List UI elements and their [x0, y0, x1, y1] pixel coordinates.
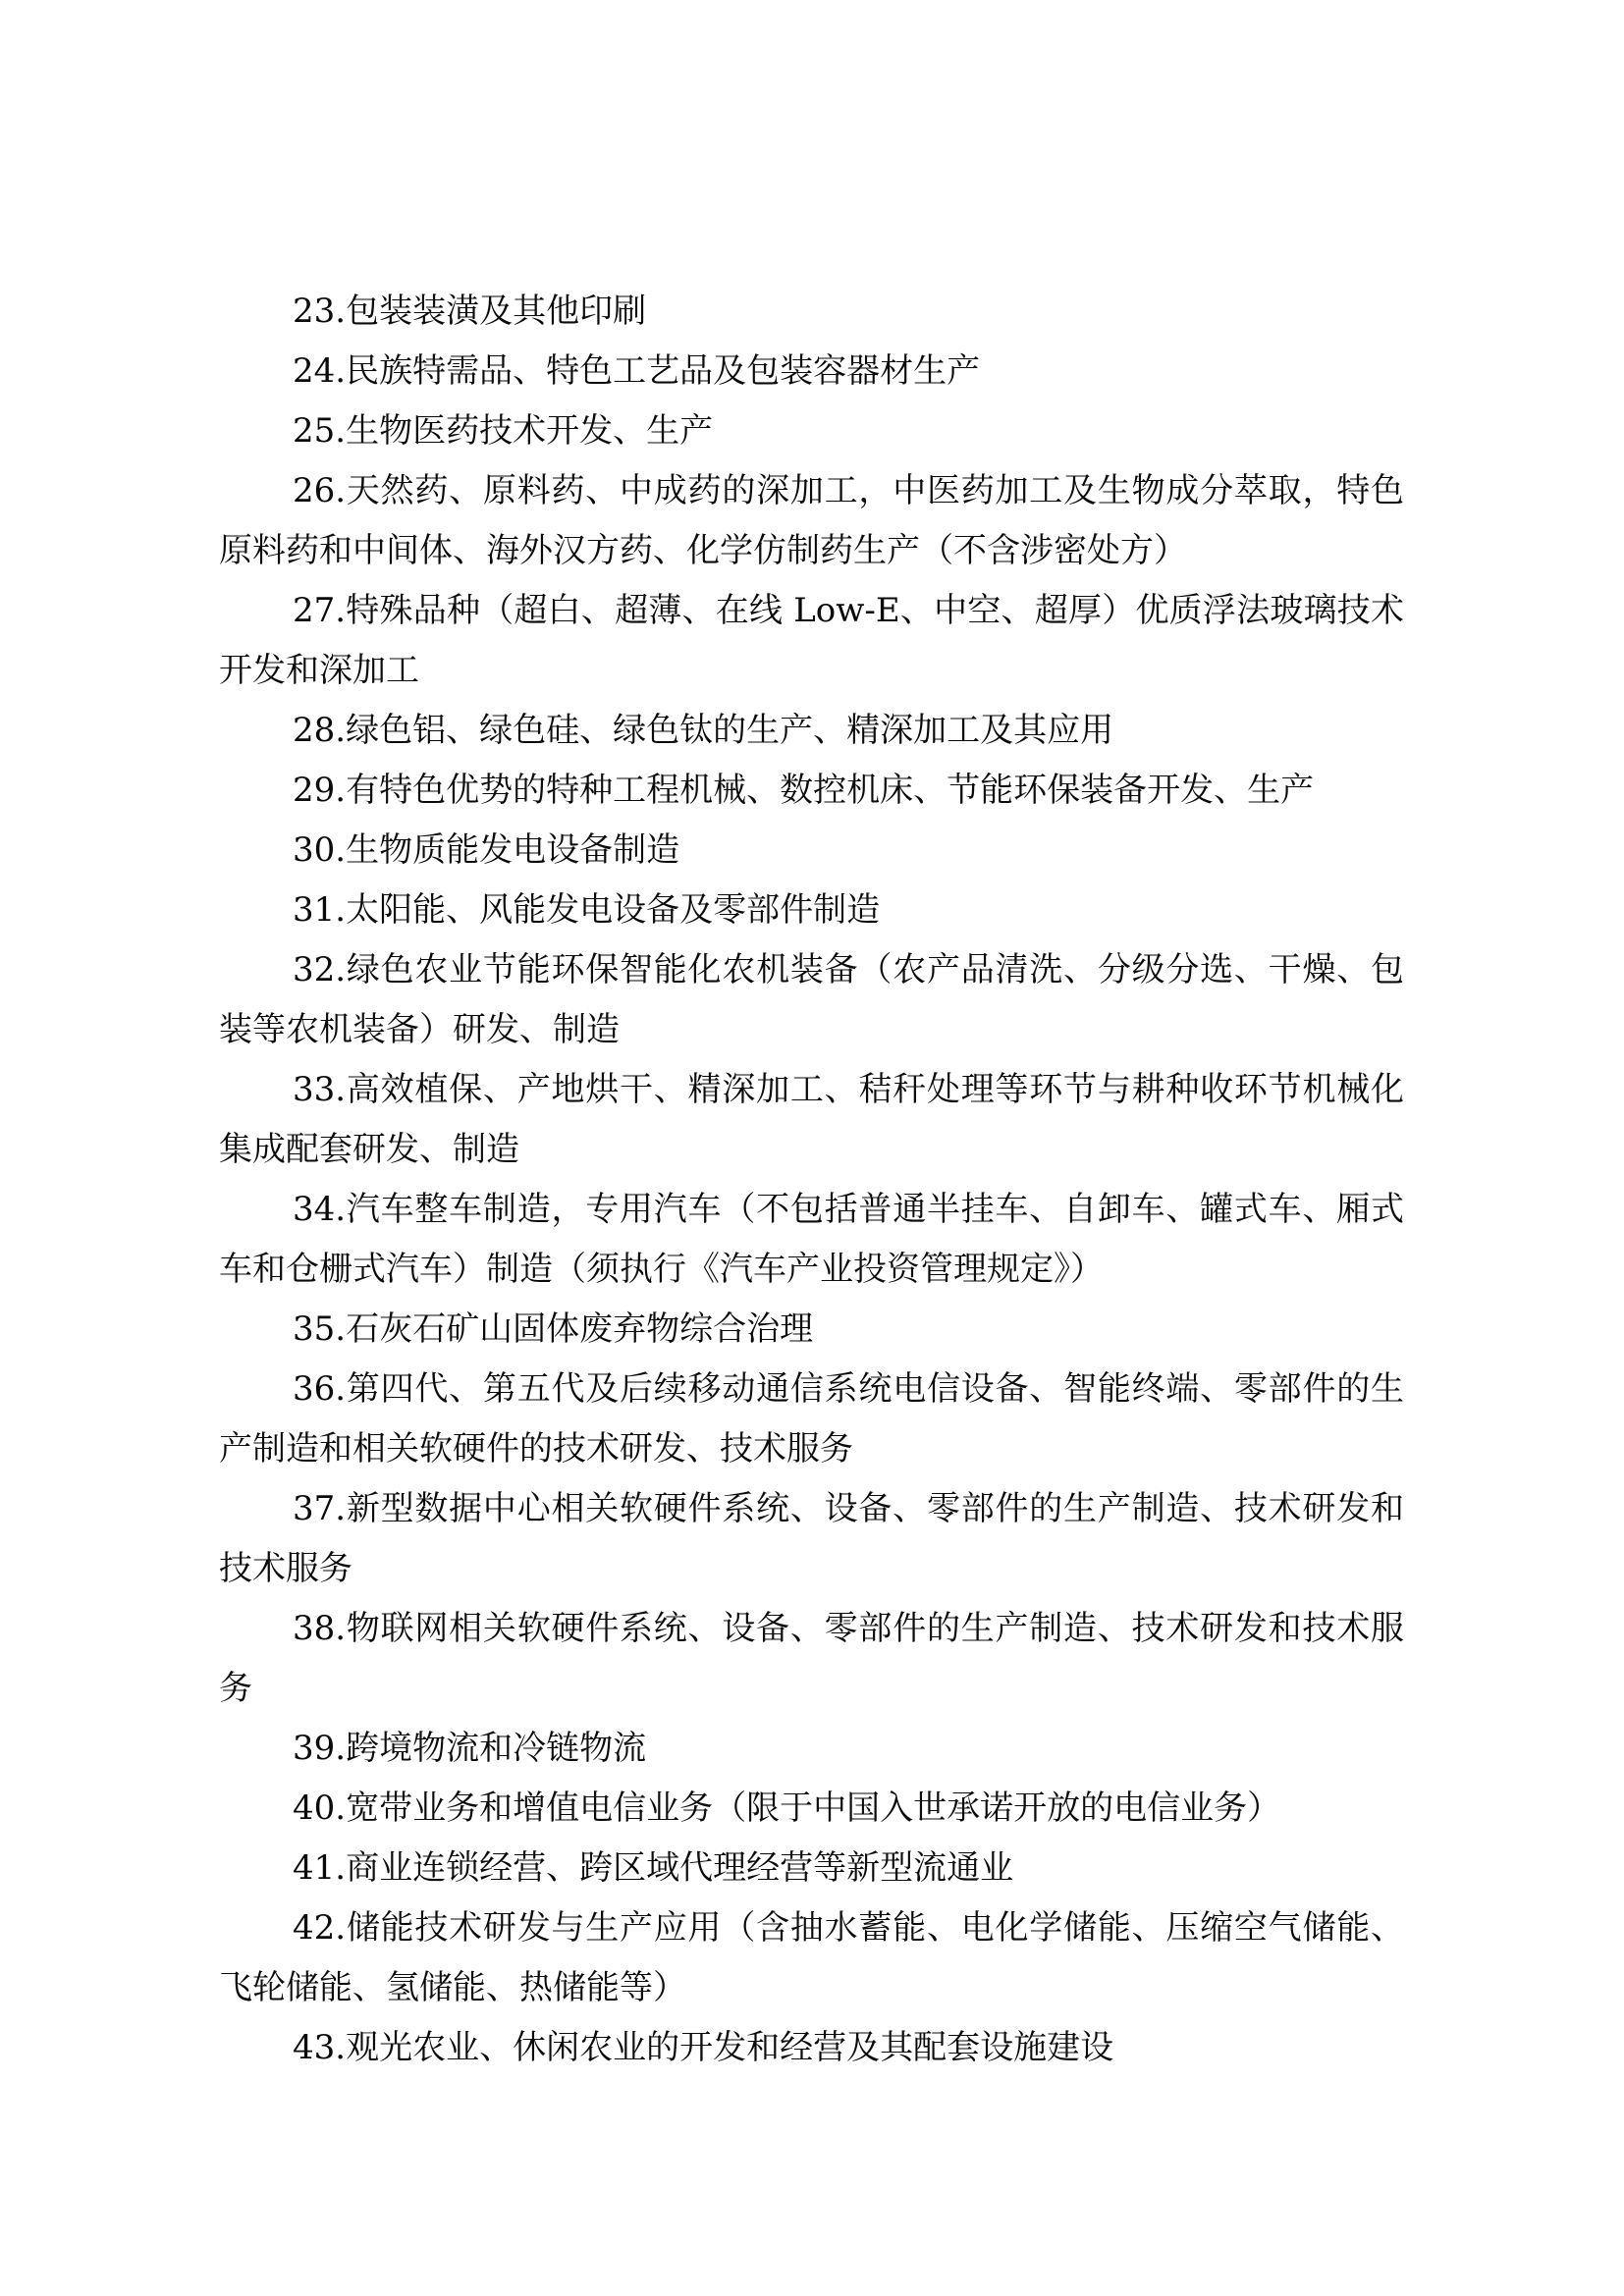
list-item: 26.天然药、原料药、中成药的深加工，中医药加工及生物成分萃取，特色原料药和中间体、海外汉方药、化学仿制药生产（不含涉密处方） — [219, 471, 1404, 570]
document-body — [219, 282, 1404, 2078]
list-item: 28.绿色铝、绿色硅、绿色钛的生产、精深加工及其应用 — [293, 711, 1114, 750]
list-item: 25.生物医药技术开发、生产 — [293, 411, 714, 451]
list-item: 38.物联网相关软硬件系统、设备、零部件的生产制造、技术研发和技术服务 — [219, 1609, 1404, 1708]
list-item: 31.太阳能、风能发电设备及零部件制造 — [293, 890, 881, 930]
list-item: 29.有特色优势的特种工程机械、数控机床、节能环保装备开发、生产 — [293, 771, 1315, 810]
list-item: 43.观光农业、休闲农业的开发和经营及其配套设施建设 — [293, 2028, 1114, 2067]
list-item: 36.第四代、第五代及后续移动通信系统电信设备、智能终端、零部件的生产制造和相关软硬件的技术研发、技术服务 — [219, 1369, 1404, 1468]
list-item: 23.包装装潢及其他印刷 — [293, 292, 647, 331]
list-item: 37.新型数据中心相关软硬件系统、设备、零部件的生产制造、技术研发和技术服务 — [219, 1489, 1404, 1588]
list-item: 24.民族特需品、特色工艺品及包装容器材生产 — [293, 351, 981, 391]
list-item: 27.特殊品种（超白、超薄、在线 Low-E、中空、超厚）优质浮法玻璃技术开发和深加工 — [219, 591, 1404, 690]
list-item: 34.汽车整车制造，专用汽车（不包括普通半挂车、自卸车、罐式车、厢式车和仓栅式汽车）制造（须执行《汽车产业投资管理规定》） — [219, 1190, 1404, 1289]
list-item: 32.绿色农业节能环保智能化农机装备（农产品清洗、分级分选、干燥、包装等农机装备）研发、制造 — [219, 950, 1404, 1049]
list-item: 30.生物质能发电设备制造 — [293, 830, 680, 870]
list-item: 40.宽带业务和增值电信业务（限于中国入世承诺开放的电信业务） — [293, 1789, 1281, 1828]
list-item: 42.储能技术研发与生产应用（含抽水蓄能、电化学储能、压缩空气储能、飞轮储能、氢储能、热储能等） — [219, 1908, 1404, 2007]
list-item: 41.商业连锁经营、跨区域代理经营等新型流通业 — [293, 1848, 1014, 1888]
list-item: 39.跨境物流和冷链物流 — [293, 1729, 647, 1768]
list-item: 33.高效植保、产地烘干、精深加工、秸秆处理等环节与耕种收环节机械化集成配套研发、制造 — [219, 1070, 1404, 1169]
list-item: 35.石灰石矿山固体废弃物综合治理 — [293, 1309, 814, 1349]
